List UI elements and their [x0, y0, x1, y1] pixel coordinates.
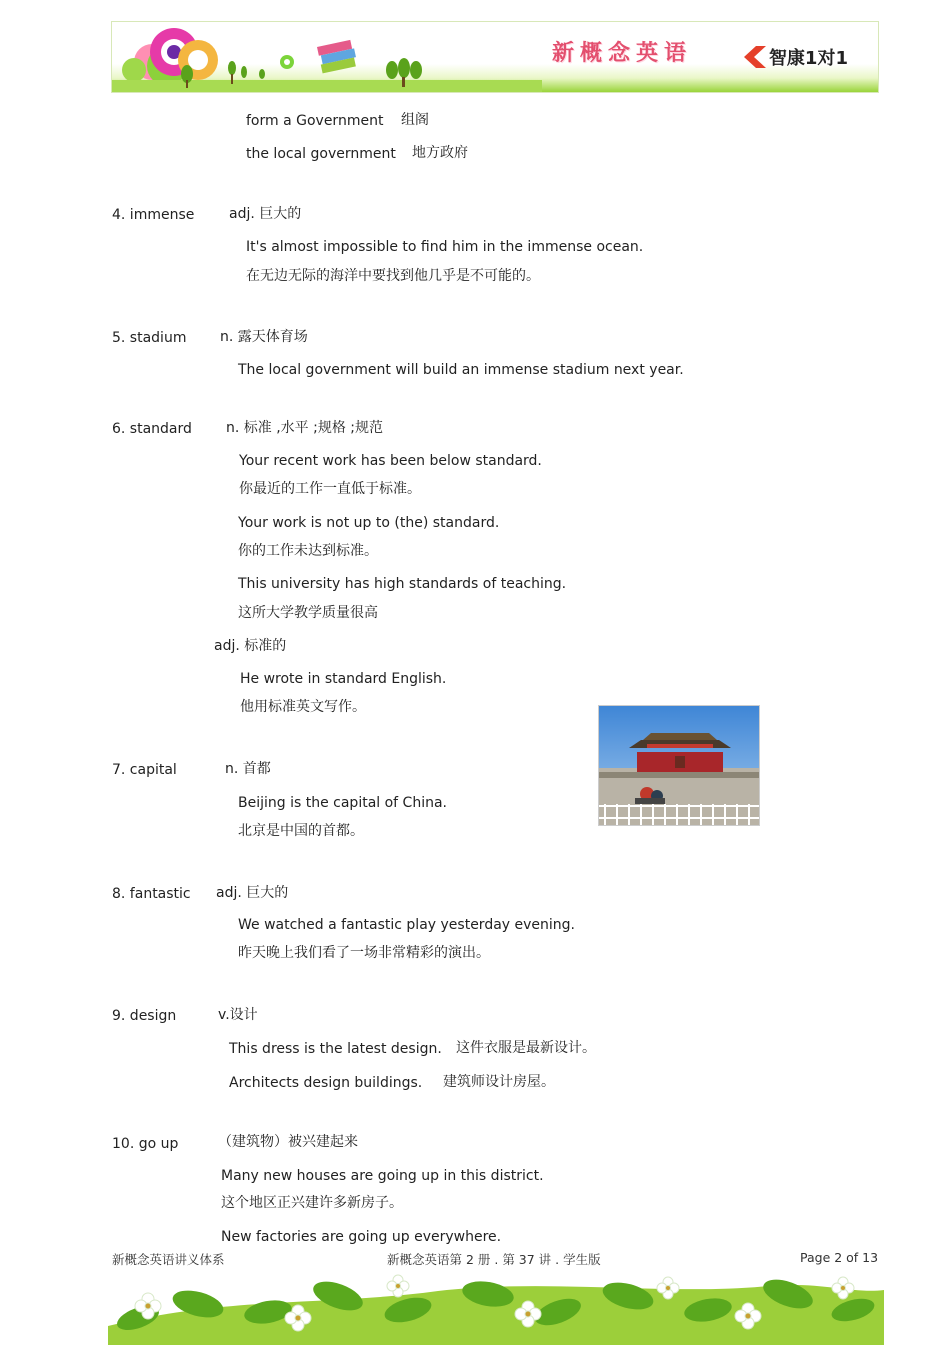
standard-example2-en: Your work is not up to (the) standard. — [238, 515, 500, 531]
fantastic-example-cn: 昨天晚上我们看了一场非常精彩的演出。 — [238, 945, 490, 961]
stadium-headword: 5. stadium — [112, 330, 187, 346]
design-example1-cn: 这件衣服是最新设计。 — [456, 1040, 596, 1056]
gov-phrase1-cn: 组阁 — [401, 112, 429, 128]
design-headword: 9. design — [112, 1008, 177, 1024]
goup-example1-en: Many new houses are going up in this district. — [221, 1168, 544, 1184]
stadium-definition: n. 露天体育场 — [220, 329, 308, 345]
standard-example1-en: Your recent work has been below standard. — [239, 453, 542, 469]
footer-page-number: Page 2 of 13 — [800, 1250, 879, 1265]
standard-example4-cn: 他用标准英文写作。 — [240, 699, 366, 715]
header-banner — [111, 21, 879, 93]
goup-example1-cn: 这个地区正兴建许多新房子。 — [221, 1195, 403, 1211]
footer-lecture: 新概念英语第 2 册 . 第 37 讲 . 学生版 — [387, 1252, 601, 1267]
fantastic-headword: 8. fantastic — [112, 886, 191, 902]
standard-definition: n. 标准 ,水平 ;规格 ;规范 — [226, 420, 384, 436]
capital-example-en: Beijing is the capital of China. — [238, 795, 448, 811]
standard-example2-cn: 你的工作未达到标准。 — [238, 543, 378, 559]
design-example1-en: This dress is the latest design. — [229, 1041, 442, 1057]
standard-adj-definition: adj. 标准的 — [214, 638, 287, 654]
gov-phrase2-en: the local government — [246, 146, 396, 162]
fantastic-definition: adj. 巨大的 — [216, 885, 289, 901]
gov-phrase1-en: form a Government — [246, 113, 384, 129]
brand-logo — [744, 44, 848, 70]
brand-k-icon — [744, 46, 766, 68]
standard-example1-cn: 你最近的工作一直低于标准。 — [239, 481, 421, 497]
tiananmen-photo — [598, 705, 760, 826]
standard-example3-en: This university has high standards of teaching. — [238, 576, 567, 592]
design-example2-en: Architects design buildings. — [229, 1075, 423, 1091]
immense-example-cn: 在无边无际的海洋中要找到他几乎是不可能的。 — [246, 268, 540, 284]
standard-example4-en: He wrote in standard English. — [240, 671, 447, 687]
immense-definition: adj. 巨大的 — [229, 206, 302, 222]
stadium-example-en: The local government will build an immense stadium next year. — [238, 362, 684, 378]
immense-example-en: It's almost impossible to find him in the immense ocean. — [246, 239, 644, 255]
design-definition: v.设计 — [218, 1007, 258, 1023]
standard-headword: 6. standard — [112, 421, 192, 437]
footer-series: 新概念英语讲义体系 — [112, 1252, 225, 1267]
banner-decoration — [112, 22, 542, 93]
design-example2-cn: 建筑师设计房屋。 — [443, 1074, 555, 1090]
floral-garland-decoration — [108, 1266, 884, 1345]
brand-name: 智康1对1 — [768, 48, 848, 69]
banner-title: 新概念英语 — [552, 41, 693, 66]
capital-headword: 7. capital — [112, 762, 177, 778]
goup-headword: 10. go up — [112, 1136, 179, 1152]
gov-phrase2-cn: 地方政府 — [412, 145, 468, 161]
goup-definition: （建筑物）被兴建起来 — [218, 1134, 358, 1150]
capital-definition: n. 首都 — [225, 761, 271, 777]
capital-example-cn: 北京是中国的首都。 — [238, 823, 364, 839]
standard-example3-cn: 这所大学教学质量很高 — [238, 605, 378, 621]
fantastic-example-en: We watched a fantastic play yesterday evening. — [238, 917, 576, 933]
immense-headword: 4. immense — [112, 207, 195, 223]
goup-example2-en: New factories are going up everywhere. — [221, 1229, 502, 1245]
